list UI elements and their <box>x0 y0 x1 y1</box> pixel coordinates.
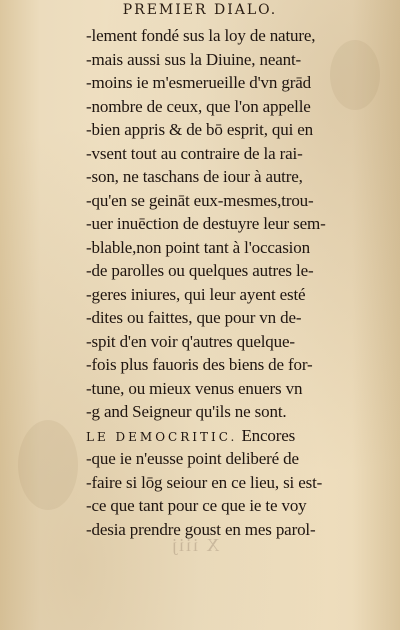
running-header: PREMIER DIALO. <box>122 2 278 18</box>
speaker-continuation: Encores <box>241 425 296 445</box>
bleed-through-signature: X iiij <box>170 535 220 555</box>
text-line: -dites ou faittes, que pour vn de- <box>86 308 302 327</box>
speaker-name: LE DEMOCRITIC. <box>86 429 238 444</box>
text-line: -fois plus fauoris des biens de for- <box>86 355 313 374</box>
text-line: -tune, ou mieux venus enuers vn <box>86 378 303 398</box>
text-line: -lement fondé sus la loy de nature, <box>86 26 316 45</box>
text-line: -spit d'en voir q'autres quelque- <box>86 331 295 351</box>
speaker-line <box>86 424 386 448</box>
text-line: -nombre de ceux, que l'on appelle <box>86 96 311 116</box>
text-line: -uer inuēction de destuyre leur sem- <box>86 214 326 233</box>
text-line: -g and Seigneur qu'ils ne sont. <box>86 402 287 421</box>
text-line: -que ie n'eusse point deliberé de <box>86 449 299 468</box>
text-line: -blable,non point tant à l'occasion <box>86 237 310 257</box>
text-line: -ce que tant pour ce que ie te voy <box>86 496 307 515</box>
text-line: -faire si lōg seiour en ce lieu, si est- <box>86 472 323 492</box>
text-line: -son, ne taschans de iour à autre, <box>86 167 303 186</box>
text-line: -bien appris & de bō esprit, qui en <box>86 120 314 139</box>
text-line: -geres iniures, qui leur ayent esté <box>86 284 306 304</box>
text-line: -moins ie m'esmerueille d'vn grād <box>86 73 311 92</box>
text-line: -de parolles ou quelques autres le- <box>86 261 314 280</box>
body-text <box>86 24 386 541</box>
text-line: -desia prendre goust en mes parol- <box>86 519 316 539</box>
text-line: -qu'en se geināt eux-mesmes,trou- <box>86 190 314 210</box>
text-line: -vsent tout au contraire de la rai- <box>86 143 303 163</box>
paper-stain <box>18 420 78 510</box>
text-line: -mais aussi sus la Diuine, neant- <box>86 49 302 69</box>
